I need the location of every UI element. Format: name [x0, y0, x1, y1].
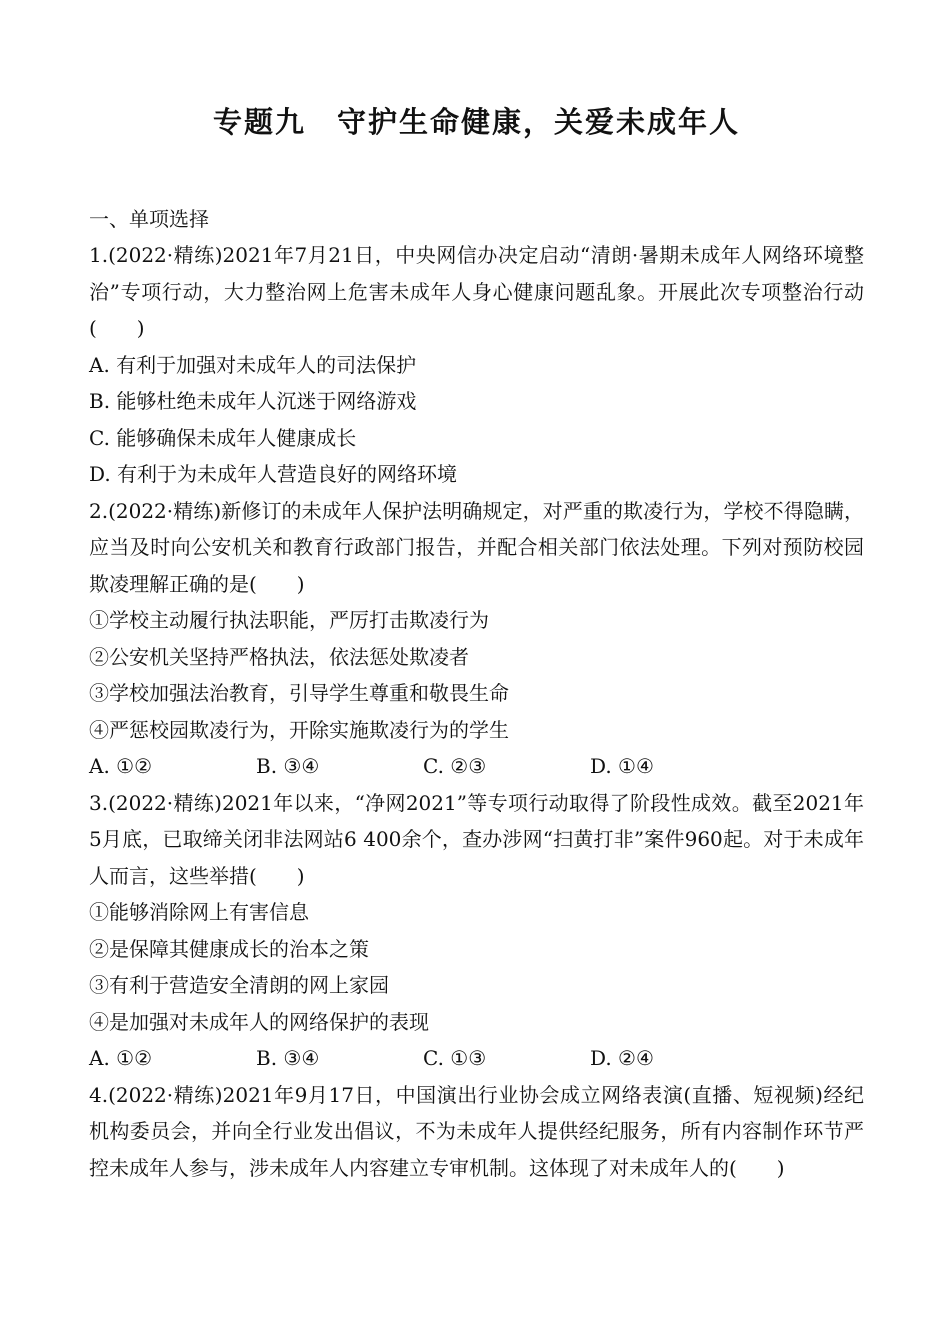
option-b: B. 能够杜绝未成年人沉迷于网络游戏 — [89, 389, 417, 413]
statement-1: ①能够消除网上有害信息 — [89, 900, 309, 924]
choice-row — [89, 748, 864, 785]
statement-2: ②是保障其健康成长的治本之策 — [89, 936, 369, 961]
question-3 — [89, 785, 864, 1077]
choice-a: A. ①② — [89, 754, 153, 778]
statement-1: ①学校主动履行执法职能，严厉打击欺凌行为 — [89, 608, 489, 632]
page-title: 专题九 守护生命健康，关爱未成年人 — [212, 105, 740, 139]
choice-b: B. ③④ — [256, 754, 320, 778]
choice-d: D. ②④ — [590, 1046, 654, 1070]
choice-c: C. ②③ — [423, 754, 487, 778]
question-stem: 4.(2022·精练)2021年9月17日，中国演出行业协会成立网络表演(直播、短视频)经纪机构委员会，并向全行业发出倡议，不为未成年人提供经纪服务，所有内容制作环节严控未成年人参与，涉未成年人内容建立专审机制。这体现了对未成年人的( ) — [89, 1082, 864, 1180]
option-c: C. 能够确保未成年人健康成长 — [89, 425, 357, 450]
question-stem: 3.(2022·精练)2021年以来，“净网2021”等专项行动取得了阶段性成效。截至2021年5月底，已取缔关闭非法网站6 400余个，查办涉网“扫黄打非”案件960起。对于未成年人而言，这些举措( ) — [89, 790, 864, 888]
option-a: A. 有利于加强对未成年人的司法保护 — [89, 352, 417, 377]
choice-d: D. ①④ — [590, 754, 654, 778]
question-2 — [89, 493, 864, 785]
statement-3: ③学校加强法治教育，引导学生尊重和敬畏生命 — [89, 681, 509, 705]
choice-b: B. ③④ — [256, 1046, 320, 1070]
section-heading: 一、单项选择 — [89, 207, 209, 231]
question-stem: 2.(2022·精练)新修订的未成年人保护法明确规定，对严重的欺凌行为，学校不得隐瞒，应当及时向公安机关和教育行政部门报告，并配合相关部门依法处理。下列对预防校园欺凌理解正确的是( ) — [89, 498, 864, 596]
choice-row — [89, 1040, 864, 1077]
choice-c: C. ①③ — [423, 1046, 487, 1070]
option-d: D. 有利于为未成年人营造良好的网络环境 — [89, 462, 458, 486]
question-stem: 1.(2022·精练)2021年7月21日，中央网信办决定启动“清朗·暑期未成年人网络环境整治”专项行动，大力整治网上危害未成年人身心健康问题乱象。开展此次专项整治行动( ) — [89, 243, 864, 340]
statement-4: ④严惩校园欺凌行为，开除实施欺凌行为的学生 — [89, 717, 509, 742]
question-4 — [89, 1077, 864, 1187]
choice-a: A. ①② — [89, 1046, 153, 1070]
question-1 — [89, 237, 864, 493]
document-page — [89, 100, 864, 1186]
statement-3: ③有利于营造安全清朗的网上家园 — [89, 973, 389, 997]
statement-2: ②公安机关坚持严格执法，依法惩处欺凌者 — [89, 644, 469, 669]
statement-4: ④是加强对未成年人的网络保护的表现 — [89, 1009, 429, 1034]
